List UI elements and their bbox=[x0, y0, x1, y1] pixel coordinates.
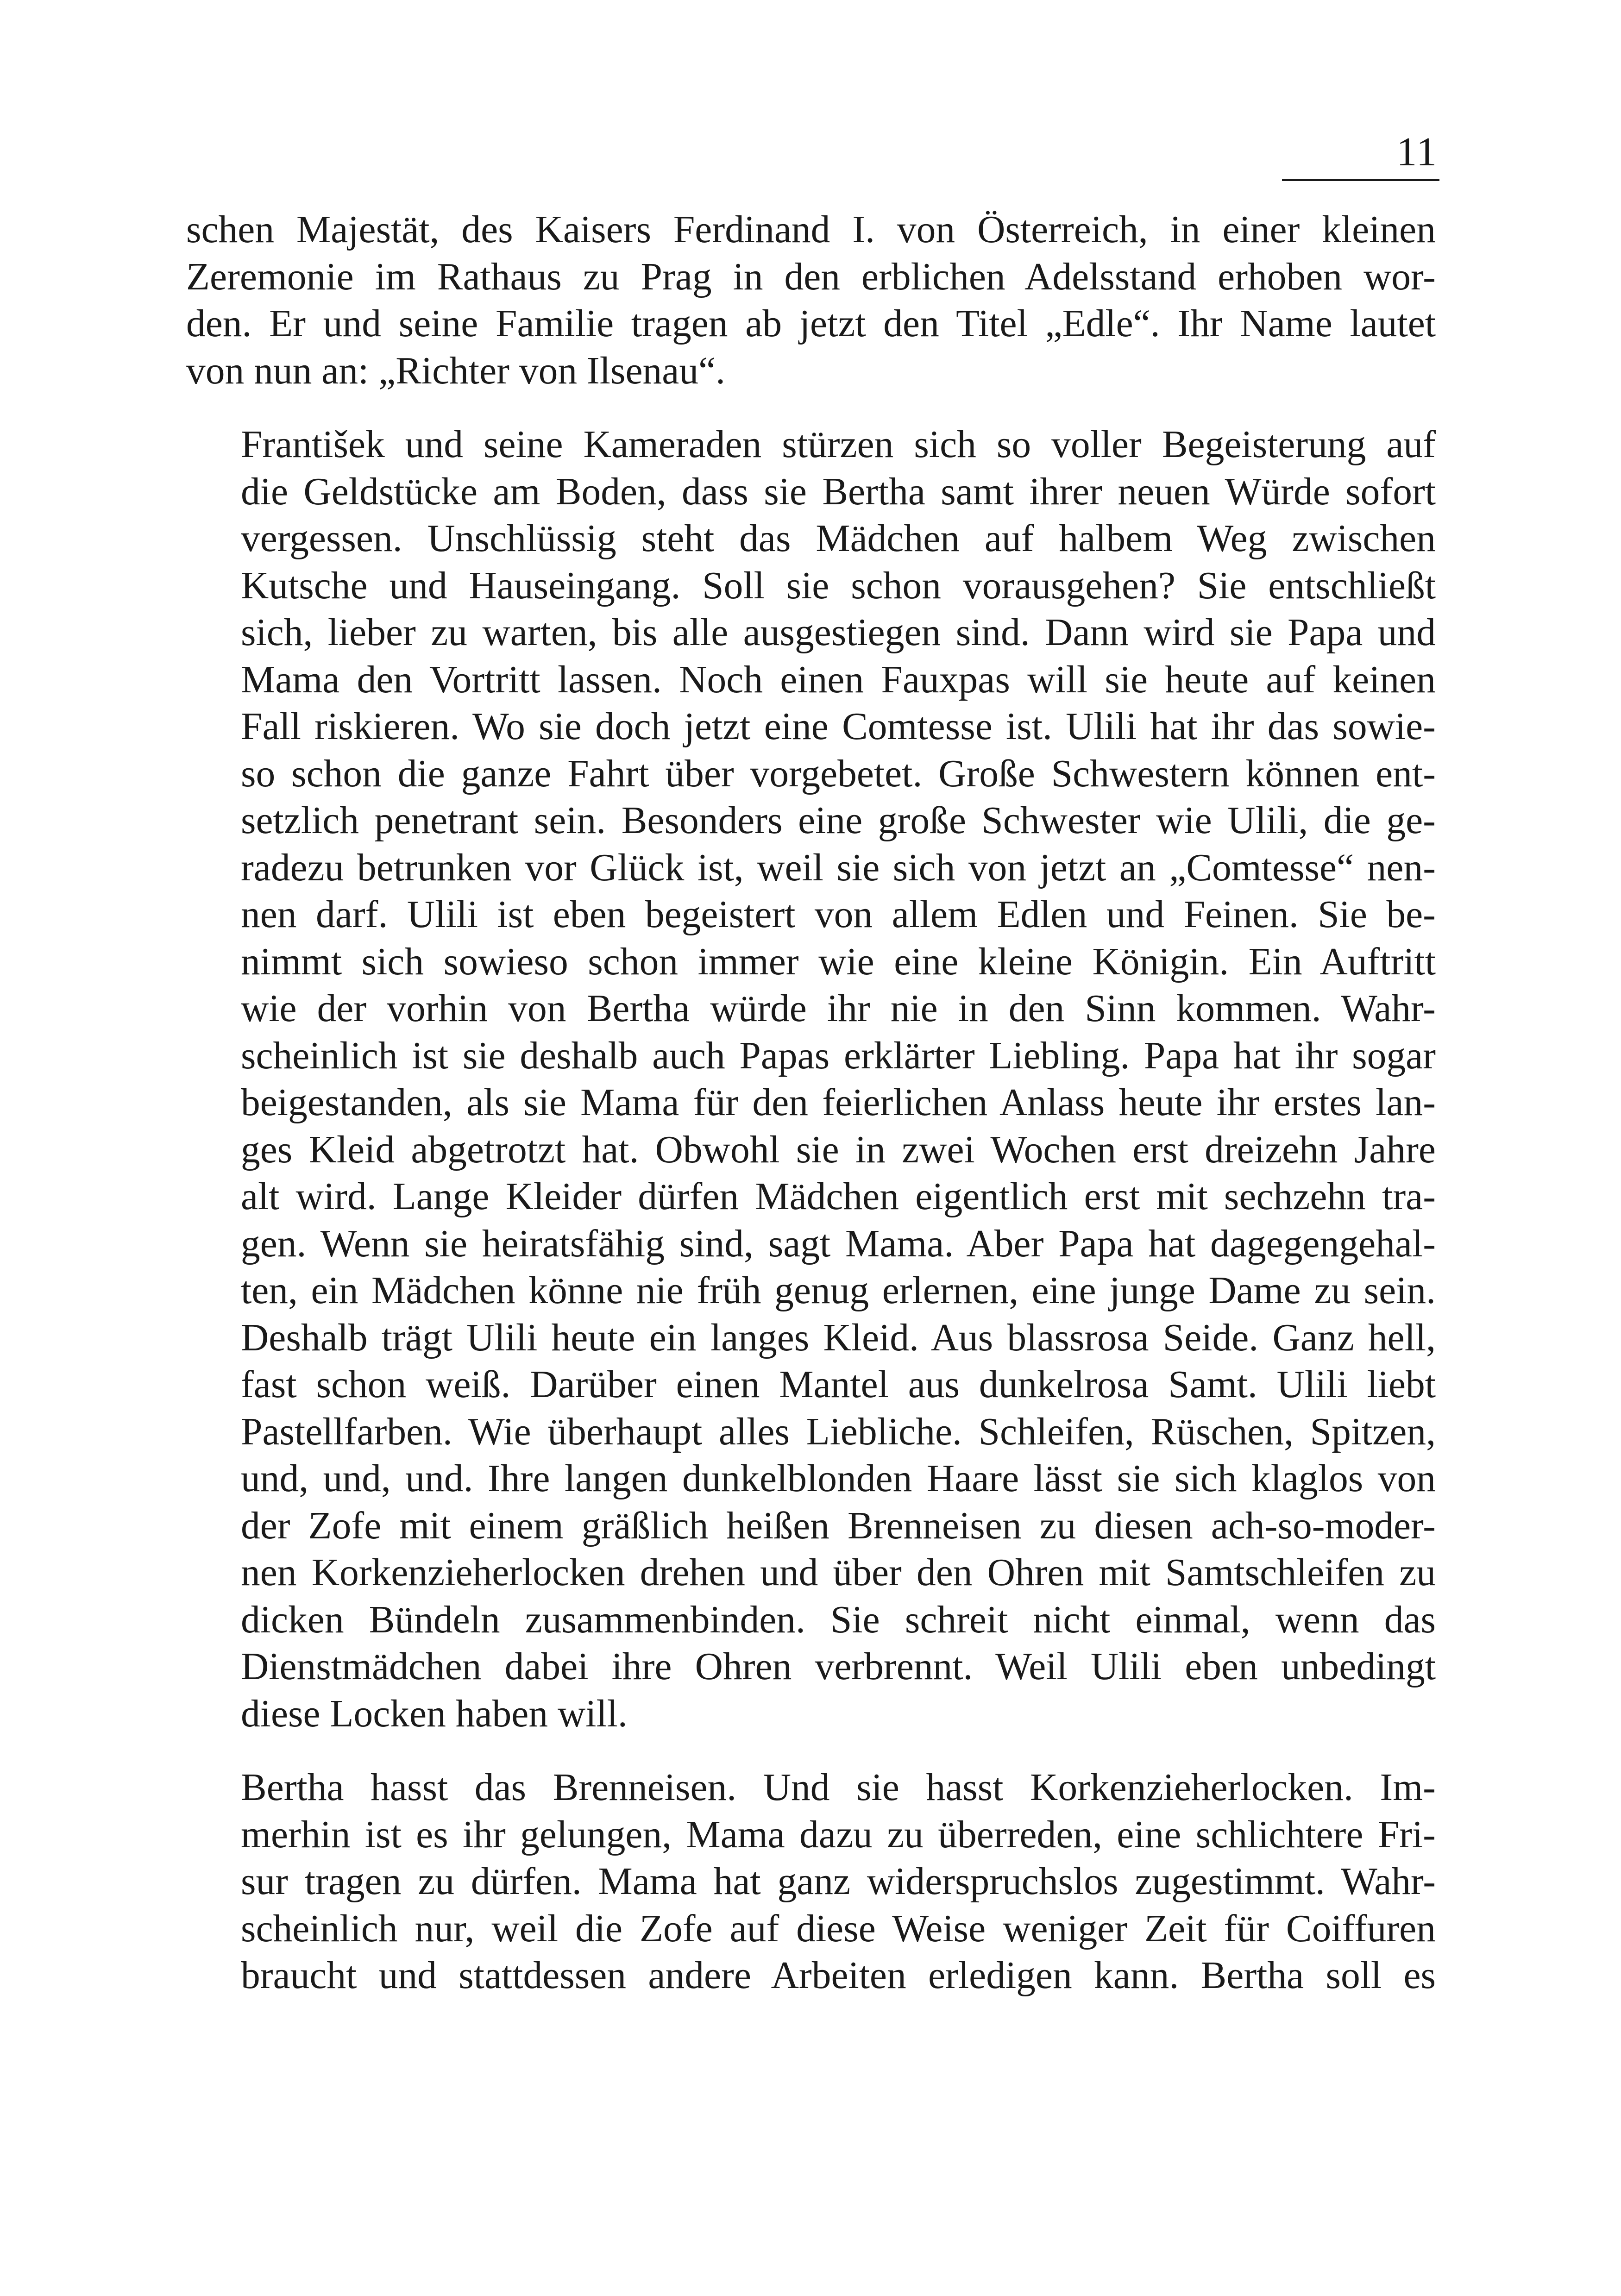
text-line: Pastellfarben. Wie überhaupt alles Liebliche. Schleifen, Rüschen, Spitzen, bbox=[241, 1410, 1436, 1453]
text-line: so schon die ganze Fahrt über vorgebetet. Große Schwestern können ent- bbox=[241, 752, 1436, 795]
text-line: setzlich penetrant sein. Besonders eine große Schwester wie Ulili, die ge- bbox=[241, 799, 1436, 842]
text-line: nen Korkenzieherlocken drehen und über den Ohren mit Samtschleifen zu bbox=[241, 1551, 1436, 1594]
page-number: 11 bbox=[1396, 130, 1438, 175]
text-line: dicken Bündeln zusammenbinden. Sie schreit nicht einmal, wenn das bbox=[241, 1598, 1436, 1641]
text-body bbox=[186, 207, 1436, 2000]
text-line: nimmt sich sowieso schon immer wie eine kleine Königin. Ein Auftritt bbox=[241, 940, 1436, 983]
text-line: sur tragen zu dürfen. Mama hat ganz widerspruchslos zugestimmt. Wahr- bbox=[241, 1860, 1436, 1903]
text-line: Dienstmädchen dabei ihre Ohren verbrennt. Weil Ulili eben unbedingt bbox=[241, 1645, 1436, 1688]
text-line: den. Er und seine Familie tragen ab jetzt den Titel „Edle“. Ihr Name lautet bbox=[186, 302, 1436, 345]
text-line: gen. Wenn sie heiratsfähig sind, sagt Mama. Aber Papa hat dagegengehal- bbox=[241, 1222, 1436, 1265]
text-line: die Geldstücke am Boden, dass sie Bertha samt ihrer neuen Würde sofort bbox=[241, 470, 1436, 513]
text-line: ges Kleid abgetrotzt hat. Obwohl sie in zwei Wochen erst dreizehn Jahre bbox=[241, 1128, 1436, 1171]
text-line: Bertha hasst das Brenneisen. Und sie hasst Korkenzieherlocken. Im- bbox=[241, 1766, 1436, 1809]
text-line: Fall riskieren. Wo sie doch jetzt eine Comtesse ist. Ulili hat ihr das sowie- bbox=[241, 705, 1436, 748]
text-line: Kutsche und Hauseingang. Soll sie schon vorausgehen? Sie entschließt bbox=[241, 564, 1436, 607]
text-line: Deshalb trägt Ulili heute ein langes Kleid. Aus blassrosa Seide. Ganz hell, bbox=[241, 1316, 1436, 1359]
text-line: scheinlich ist sie deshalb auch Papas erklärter Liebling. Papa hat ihr sogar bbox=[241, 1034, 1436, 1077]
header-rule bbox=[1282, 179, 1439, 181]
text-line: wie der vorhin von Bertha würde ihr nie in den Sinn kommen. Wahr- bbox=[241, 987, 1436, 1030]
text-line: diese Locken haben will. bbox=[241, 1692, 628, 1735]
text-line: der Zofe mit einem gräßlich heißen Brenneisen zu diesen ach-so-moder- bbox=[241, 1504, 1436, 1547]
text-line: sich, lieber zu warten, bis alle ausgestiegen sind. Dann wird sie Papa und bbox=[241, 611, 1436, 654]
text-line: alt wird. Lange Kleider dürfen Mädchen eigentlich erst mit sechzehn tra- bbox=[241, 1175, 1436, 1218]
text-line: und, und, und. Ihre langen dunkelblonden Haare lässt sie sich klaglos von bbox=[241, 1457, 1436, 1500]
text-line: ten, ein Mädchen könne nie früh genug erlernen, eine junge Dame zu sein. bbox=[241, 1269, 1436, 1312]
paragraph-3 bbox=[186, 1764, 1436, 2000]
text-line: braucht und stattdessen andere Arbeiten erledigen kann. Bertha soll es bbox=[241, 1954, 1436, 1997]
page-header bbox=[1282, 132, 1439, 184]
text-line: von nun an: „Richter von Ilsenau“. bbox=[186, 349, 726, 392]
text-line: Mama den Vortritt lassen. Noch einen Fauxpas will sie heute auf keinen bbox=[241, 658, 1436, 701]
text-line: schen Majestät, des Kaisers Ferdinand I. von Österreich, in einer kleinen bbox=[186, 208, 1436, 251]
paragraph-1 bbox=[186, 207, 1436, 395]
text-line: scheinlich nur, weil die Zofe auf diese Weise weniger Zeit für Coiffuren bbox=[241, 1907, 1436, 1950]
text-line: František und seine Kameraden stürzen sich so voller Begeisterung auf bbox=[241, 423, 1436, 466]
text-line: merhin ist es ihr gelungen, Mama dazu zu überreden, eine schlichtere Fri- bbox=[241, 1813, 1436, 1856]
text-line: radezu betrunken vor Glück ist, weil sie sich von jetzt an „Comtesse“ nen- bbox=[241, 846, 1436, 889]
text-line: fast schon weiß. Darüber einen Mantel aus dunkelrosa Samt. Ulili liebt bbox=[241, 1363, 1436, 1406]
text-line: beigestanden, als sie Mama für den feierlichen Anlass heute ihr erstes lan- bbox=[241, 1081, 1436, 1124]
text-line: Zeremonie im Rathaus zu Prag in den erblichen Adelsstand erhoben wor- bbox=[186, 255, 1436, 298]
text-line: nen darf. Ulili ist eben begeistert von allem Edlen und Feinen. Sie be- bbox=[241, 893, 1436, 936]
text-line: vergessen. Unschlüssig steht das Mädchen auf halbem Weg zwischen bbox=[241, 517, 1436, 560]
paragraph-2 bbox=[186, 421, 1436, 1738]
